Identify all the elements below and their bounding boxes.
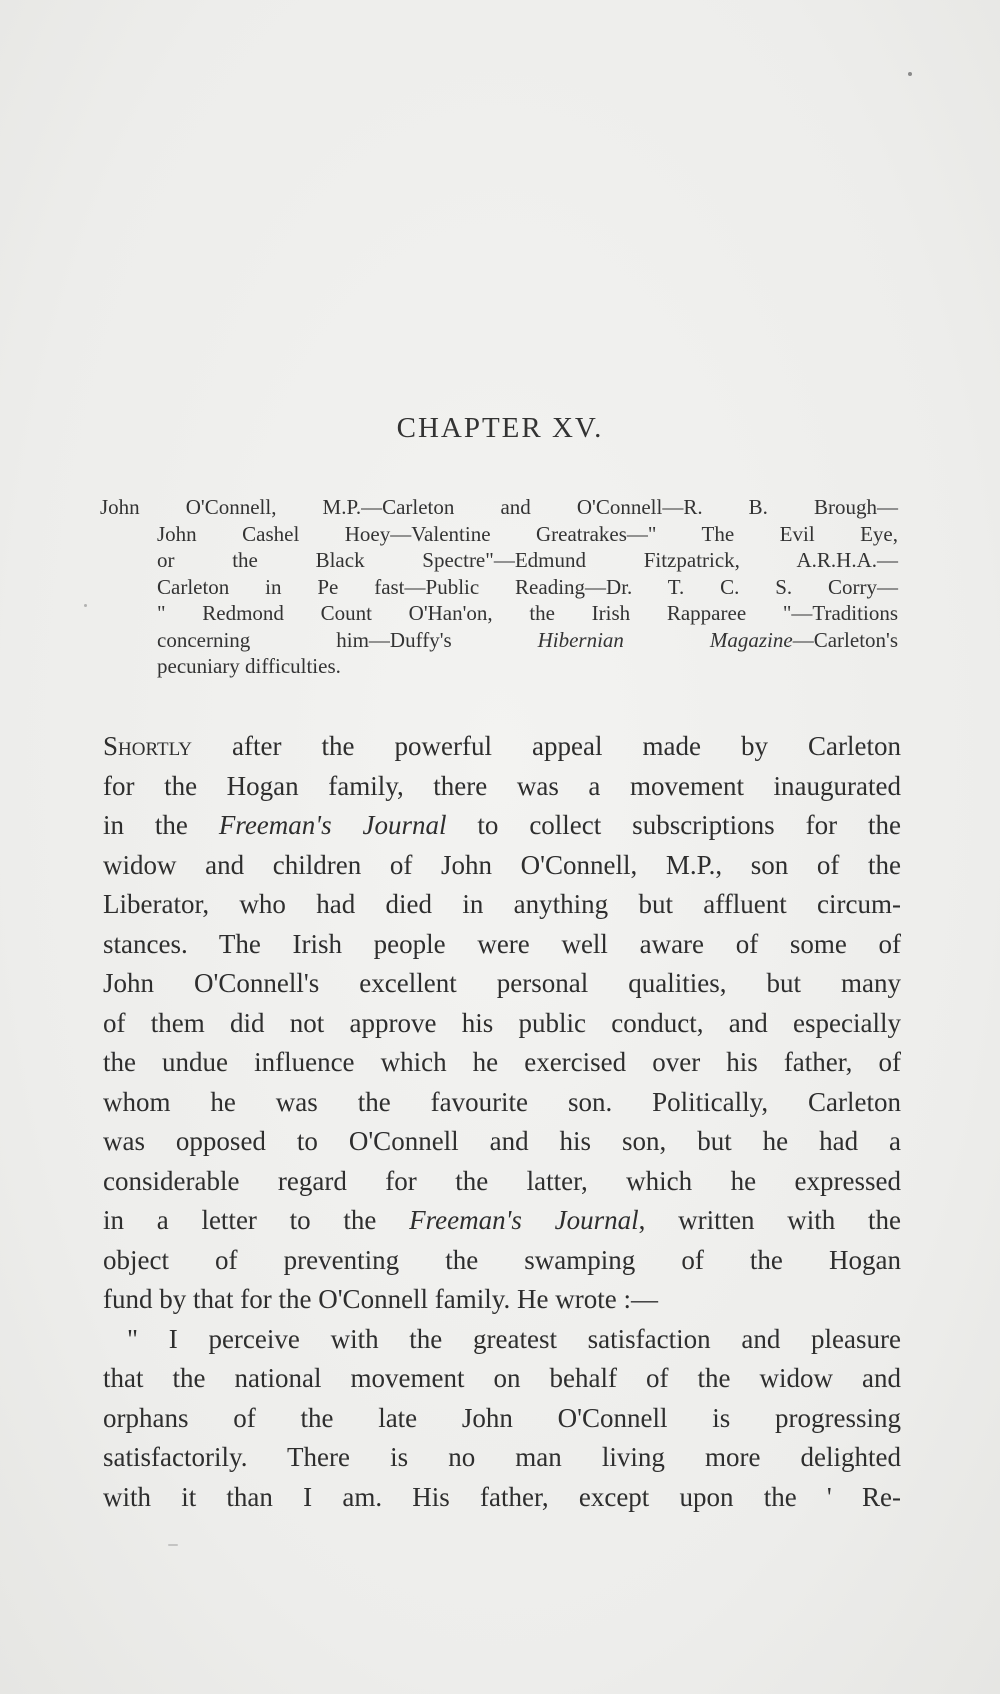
body-italic: Freeman's Journal [409, 1205, 639, 1235]
body-text: , written with the [638, 1205, 902, 1235]
body-text: to collect subscriptions for the [446, 810, 901, 840]
body-text: after the powerful appeal made by Carleton [192, 731, 901, 761]
body-line: considerable regard for the latter, which he expressed [103, 1165, 901, 1196]
drop-word: Shortly [103, 731, 193, 761]
body-line: Liberator, who had died in anything but affluent circum- [103, 889, 901, 919]
synopsis-text: —Carleton's [792, 627, 898, 652]
body-paragraph [103, 727, 901, 1517]
body-line: stances. The Irish people were well aware of some of [103, 928, 901, 959]
synopsis-line: pecuniary difficulties. [157, 654, 341, 678]
synopsis-text: concerning him—Duffy's [157, 627, 538, 652]
paper-speck [168, 1544, 178, 1546]
body-line: satisfactorily. There is no man living more delighted [103, 1442, 901, 1472]
synopsis-italic: Hibernian Magazine [537, 627, 793, 652]
paper-speck [908, 72, 912, 76]
synopsis-line: " Redmond Count O'Han'on, the Irish Rapparee "—Traditions [157, 601, 898, 625]
synopsis-line: or the Black Spectre"—Edmund Fitzpatrick, A.R.H.A.— [157, 548, 898, 572]
synopsis-line: John O'Connell, M.P.—Carleton and O'Connell—R. B. Brough— [100, 495, 898, 519]
body-line [103, 727, 901, 767]
body-line: of them did not approve his public conduct, and especially [103, 1007, 901, 1038]
body-line: widow and children of John O'Connell, M.P., son of the [103, 849, 901, 880]
body-line: with it than I am. His father, except upon the ' Re- [103, 1481, 901, 1512]
body-line: that the national movement on behalf of the widow and [103, 1363, 901, 1393]
body-line: object of preventing the swamping of the Hogan [103, 1244, 901, 1275]
body-italic: Freeman's Journal [218, 810, 447, 840]
body-line: the undue influence which he exercised over his father, of [103, 1047, 901, 1077]
body-line [103, 806, 901, 846]
synopsis-line: Carleton in Pe fast—Public Reading—Dr. T. C. S. Corry— [157, 574, 898, 599]
synopsis-line: John Cashel Hoey—Valentine Greatrakes—" The Evil Eye, [157, 521, 898, 546]
body-line: for the Hogan family, there was a movement inaugurated [103, 770, 901, 801]
body-line: John O'Connell's excellent personal qualities, but many [103, 968, 901, 998]
chapter-heading: CHAPTER XV. [396, 412, 604, 444]
body-line: " I perceive with the greatest satisfaction and pleasure [127, 1323, 901, 1354]
paper-speck [84, 604, 87, 607]
body-text: in the [103, 810, 219, 840]
body-line: whom he was the favourite son. Politically, Carleton [103, 1086, 901, 1117]
body-text: in a letter to the [103, 1205, 410, 1235]
synopsis-line [100, 627, 898, 654]
body-line [103, 1201, 901, 1241]
chapter-synopsis [100, 494, 898, 680]
body-line: was opposed to O'Connell and his son, but he had a [103, 1126, 901, 1156]
body-line: fund by that for the O'Connell family. He wrote :— [103, 1284, 658, 1314]
body-line: orphans of the late John O'Connell is progressing [103, 1402, 901, 1433]
